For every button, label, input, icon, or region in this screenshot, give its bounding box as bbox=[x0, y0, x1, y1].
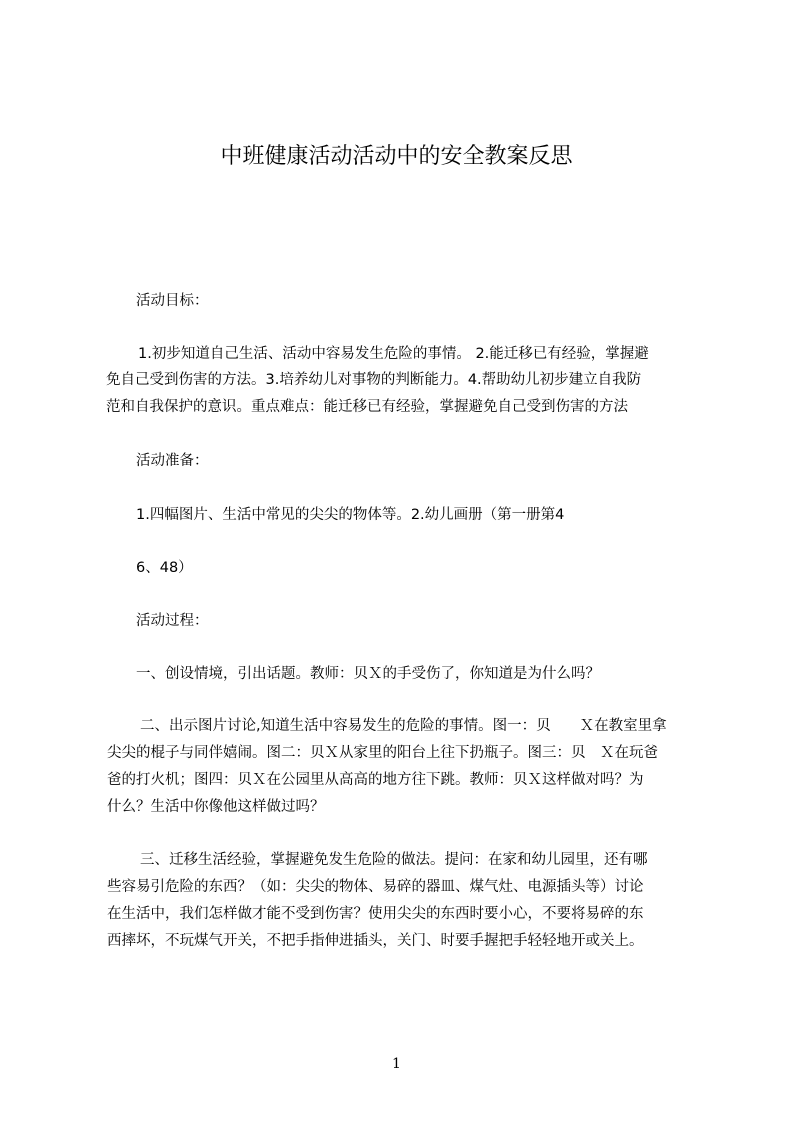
prep-line: 6、48） bbox=[136, 560, 193, 576]
page-title: 中班健康活动活动中的安全教案反思 bbox=[220, 144, 573, 169]
step-3-line: 西摔坏，不玩煤气开关，不把手指伸进插头，关门、时要手握把手轻轻地开或关上。 bbox=[107, 933, 644, 949]
prep-line: 1.四幅图片、生活中常见的尖尖的物体等。2.幼儿画册（第一册第4 bbox=[136, 507, 565, 523]
step-3-line: 在生活中，我们怎样做才能不受到伤害？使用尖尖的东西时要小心，不要将易碎的东 bbox=[107, 906, 644, 922]
goals-line: 范和自我保护的意识。重点难点：能迁移已有经验，掌握避免自己受到伤害的方法 bbox=[106, 399, 628, 415]
step-2-line: 爸的打火机；图四：贝Ｘ在公园里从高高的地方往下跳。教师：贝Ｘ这样做对吗？为 bbox=[107, 772, 644, 788]
goals-line: 免自己受到伤害的方法。3.培养幼儿对事物的判断能力。4.帮助幼儿初步建立自我防 bbox=[106, 372, 642, 388]
step-3-line: 三、迁移生活经验，掌握避免发生危险的做法。提问：在家和幼儿园里，还有哪 bbox=[140, 852, 648, 868]
step-1-text: 一、创设情境，引出话题。教师：贝Ｘ的手受伤了，你知道是为什么吗？ bbox=[136, 666, 600, 682]
process-heading: 活动过程： bbox=[136, 613, 209, 629]
goals-line: 1.初步知道自己生活、活动中容易发生危险的事情。 2.能迁移已有经验，掌握避 bbox=[138, 346, 649, 362]
step-3-line: 些容易引危险的东西？（如：尖尖的物体、易碎的器皿、煤气灶、电源插头等）讨论 bbox=[107, 879, 644, 895]
prep-heading: 活动准备： bbox=[136, 453, 209, 469]
goals-heading: 活动目标： bbox=[136, 293, 209, 309]
page-number: 1 bbox=[392, 1056, 401, 1072]
step-2-line: 二、出示图片讨论,知道生活中容易发生的危险的事情。图一：贝 Ｘ在教室里拿 bbox=[140, 718, 667, 734]
step-2-line: 尖尖的棍子与同伴嬉闹。图二：贝Ｘ从家里的阳台上往下扔瓶子。图三：贝 Ｘ在玩爸 bbox=[107, 745, 658, 761]
step-2-line: 什么？生活中你像他这样做过吗？ bbox=[107, 799, 325, 815]
